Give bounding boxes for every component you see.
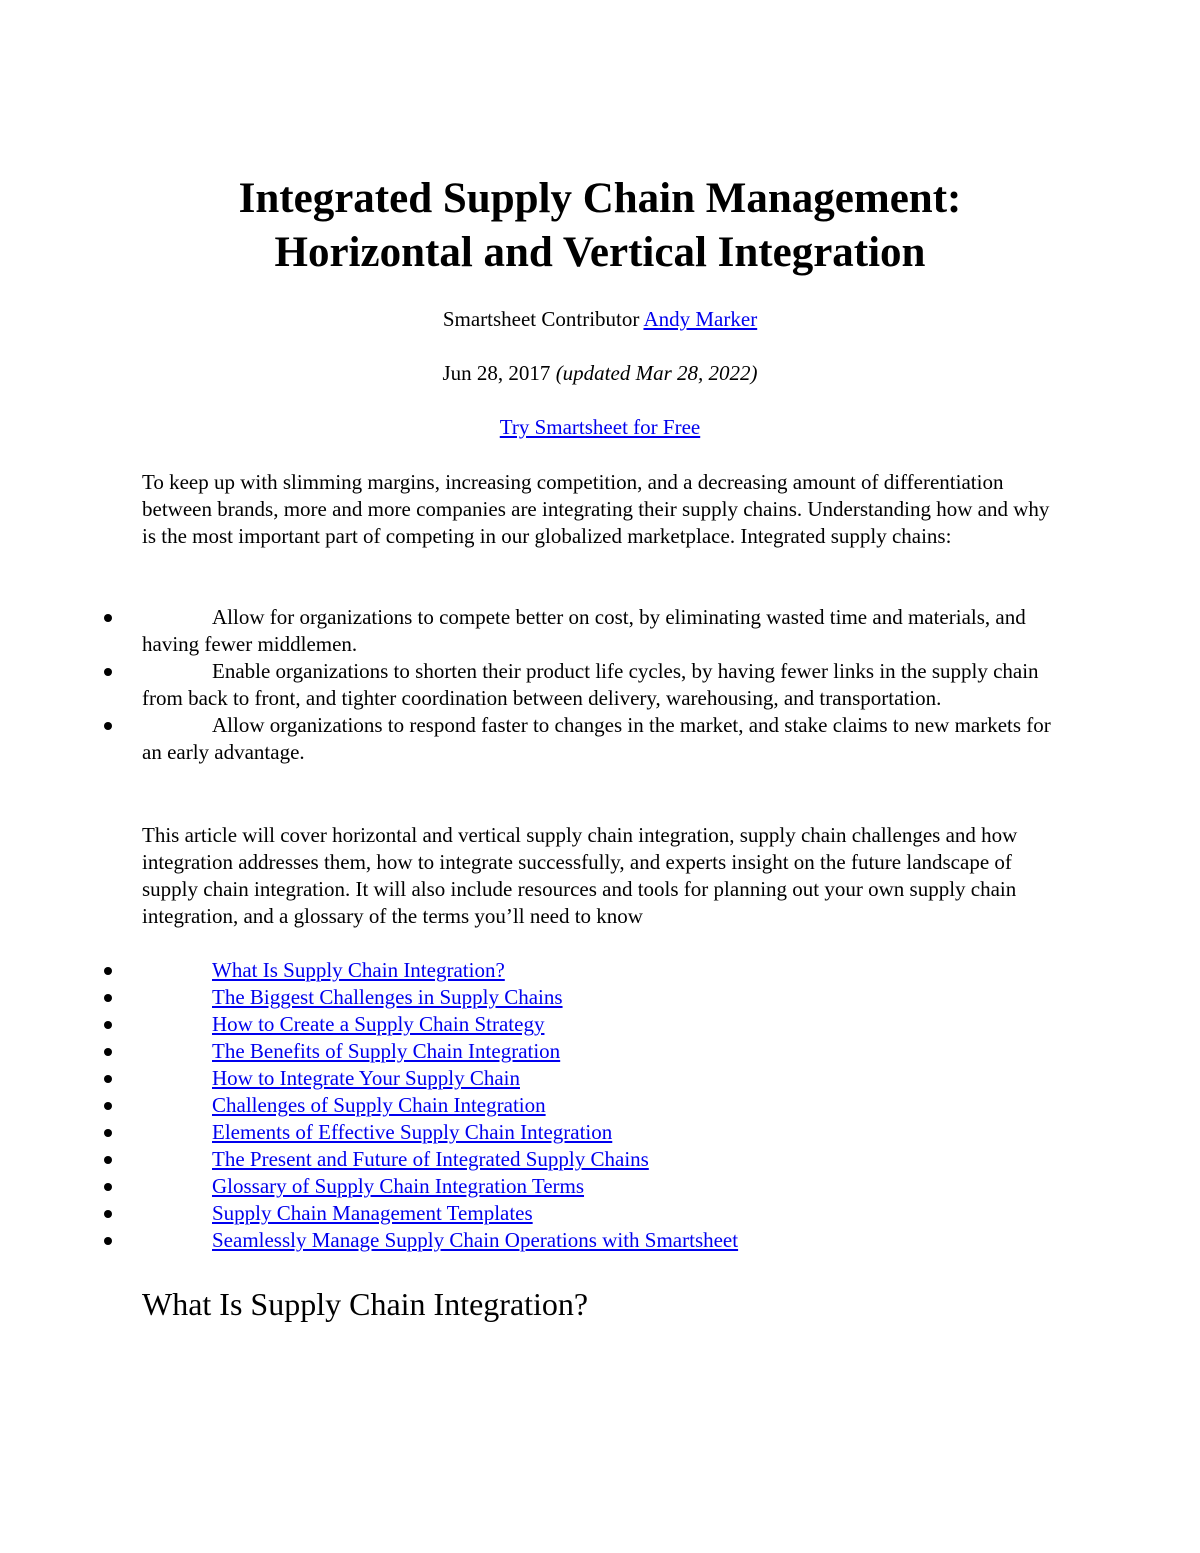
toc-item — [0, 1173, 1052, 1200]
benefits-list — [0, 604, 1200, 766]
toc-link[interactable]: Seamlessly Manage Supply Chain Operations with Smartsheet — [212, 1228, 739, 1252]
toc-link[interactable]: Elements of Effective Supply Chain Integration — [212, 1120, 613, 1144]
title-line-2: Horizontal and Vertical Integration — [274, 229, 926, 276]
cta — [100, 414, 1100, 441]
toc-item — [0, 1011, 1052, 1038]
bullet-icon — [104, 1156, 112, 1164]
list-item — [0, 658, 1052, 712]
bullet-icon — [104, 1210, 112, 1218]
toc-link[interactable]: The Present and Future of Integrated Supply Chains — [212, 1147, 649, 1171]
toc-item — [0, 957, 1052, 984]
toc-item — [0, 1038, 1052, 1065]
bullet-icon — [104, 967, 112, 975]
bullet-icon — [104, 1129, 112, 1137]
list-item — [0, 604, 1052, 658]
toc-link[interactable]: Glossary of Supply Chain Integration Terms — [212, 1174, 585, 1198]
toc-item — [0, 1146, 1052, 1173]
toc-link[interactable]: How to Create a Supply Chain Strategy — [212, 1012, 545, 1036]
benefit-text: Allow organizations to respond faster to changes in the market, and stake claims to new markets for an early advantage. — [142, 713, 1051, 764]
bullet-icon — [104, 668, 112, 676]
byline — [100, 306, 1100, 333]
page-title — [100, 172, 1100, 280]
table-of-contents — [0, 957, 1200, 1254]
bullet-icon — [104, 1183, 112, 1191]
overview-paragraph: This article will cover horizontal and vertical supply chain integration, supply chain challenges and how integration addresses them, how to integrate successfully, and experts insight on the future landscape of supply chain integration. It will also include resources and tools for planning out your own supply chain integration, and a glossary of the terms you’ll need to know — [142, 823, 1018, 928]
updated-date: (updated Mar 28, 2022) — [555, 361, 758, 385]
bullet-icon — [104, 1237, 112, 1245]
date-text: Jun 28, 2017 — [442, 361, 556, 385]
intro-paragraph: To keep up with slimming margins, increasing competition, and a decreasing amount of differentiation between brands, more and more companies are integrating their supply chains. Understanding how and why is the most important part of competing in our globalized marketplace. Integrated supply chains: — [142, 470, 1050, 548]
benefit-text: Allow for organizations to compete better on cost, by eliminating wasted time and materials, and having fewer middlemen. — [142, 605, 1026, 656]
toc-link[interactable]: The Benefits of Supply Chain Integration — [212, 1039, 561, 1063]
toc-item — [0, 1200, 1052, 1227]
bullet-icon — [104, 614, 112, 622]
bullet-icon — [104, 994, 112, 1002]
list-item — [0, 712, 1052, 766]
toc-item — [0, 1065, 1052, 1092]
title-line-1: Integrated Supply Chain Management: — [238, 175, 962, 222]
publish-date — [100, 360, 1100, 387]
toc-link[interactable]: What Is Supply Chain Integration? — [212, 958, 505, 982]
bullet-icon — [104, 1048, 112, 1056]
toc-item — [0, 984, 1052, 1011]
author-link[interactable]: Andy Marker — [643, 307, 758, 331]
byline-prefix: Smartsheet Contributor — [442, 307, 644, 331]
bullet-icon — [104, 1075, 112, 1083]
toc-item — [0, 1227, 1052, 1254]
toc-item — [0, 1092, 1052, 1119]
try-smartsheet-link[interactable]: Try Smartsheet for Free — [499, 415, 701, 439]
bullet-icon — [104, 722, 112, 730]
bullet-icon — [104, 1102, 112, 1110]
toc-link[interactable]: The Biggest Challenges in Supply Chains — [212, 985, 563, 1009]
section-heading: What Is Supply Chain Integration? — [142, 1286, 589, 1322]
toc-item — [0, 1119, 1052, 1146]
toc-link[interactable]: Supply Chain Management Templates — [212, 1201, 533, 1225]
bullet-icon — [104, 1021, 112, 1029]
toc-link[interactable]: How to Integrate Your Supply Chain — [212, 1066, 520, 1090]
benefit-text: Enable organizations to shorten their product life cycles, by having fewer links in the supply chain from back to front, and tighter coordination between delivery, warehousing, and transportation. — [142, 659, 1039, 710]
toc-link[interactable]: Challenges of Supply Chain Integration — [212, 1093, 546, 1117]
